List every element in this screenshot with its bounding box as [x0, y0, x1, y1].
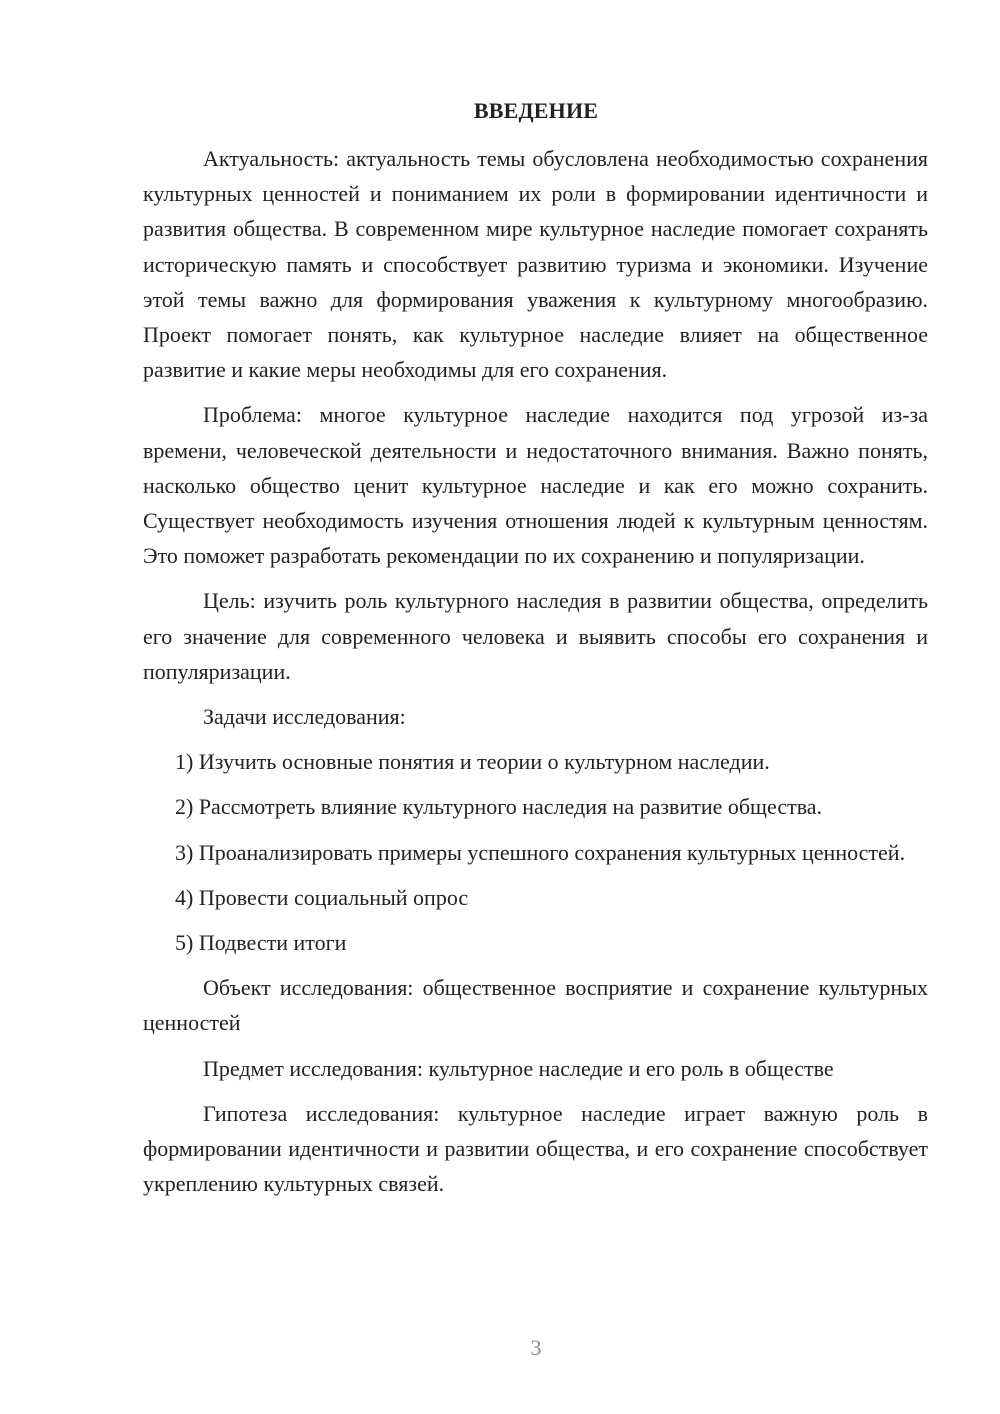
task-item-3: 3) Проанализировать примеры успешного сохранения культурных ценностей.: [175, 839, 906, 865]
task-item-1: 1) Изучить основные понятия и теории о культурном наследии.: [175, 749, 770, 775]
goal-paragraph: Цель: изучить роль культурного наследия в развитии общества, определить его значение для современного человека и выявить способы его сохранения и популяризации.: [143, 588, 928, 684]
hypothesis-paragraph: Гипотеза исследования: культурное наследие играет важную роль в формировании идентичности и развитии общества, и его сохранение способствует укреплению культурных связей.: [143, 1100, 928, 1197]
task-item-5: 5) Подвести итоги: [175, 930, 347, 956]
problem-paragraph: Проблема: многое культурное наследие находится под угрозой из-за времени, человеческой деятельности и недостаточного внимания. Важно понять, насколько общество ценит культурное наследие и как его можно сохранить. Существует необходимость изучения отношения людей к культурным ценностям. Это поможет разработать рекомендации по их сохранению и популяризации.: [143, 402, 928, 569]
tasks-heading: Задачи исследования:: [203, 704, 406, 730]
task-item-4: 4) Провести социальный опрос: [175, 884, 469, 910]
page-title: ВВЕДЕНИЕ: [473, 98, 599, 123]
page-number: 3: [530, 1335, 542, 1360]
document-body: [143, 141, 928, 1201]
relevance-paragraph: Актуальность: актуальность темы обусловлена необходимостью сохранения культурных ценностей и пониманием их роли в формировании идентичности и развития общества. В современном мире культурное наследие помогает сохранять историческую память и способствует развитию туризма и экономики. Изучение этой темы важно для формирования уважения к культурному многообразию. Проект помогает понять, как культурное наследие влияет на общественное развитие и какие меры необходимы для его сохранения.: [143, 146, 928, 383]
subject-paragraph: Предмет исследования: культурное наследие и его роль в обществе: [203, 1055, 834, 1081]
task-item-2: 2) Рассмотреть влияние культурного наследия на развитие общества.: [175, 794, 823, 820]
object-paragraph: Объект исследования: общественное восприятие и сохранение культурных ценностей: [143, 975, 928, 1036]
